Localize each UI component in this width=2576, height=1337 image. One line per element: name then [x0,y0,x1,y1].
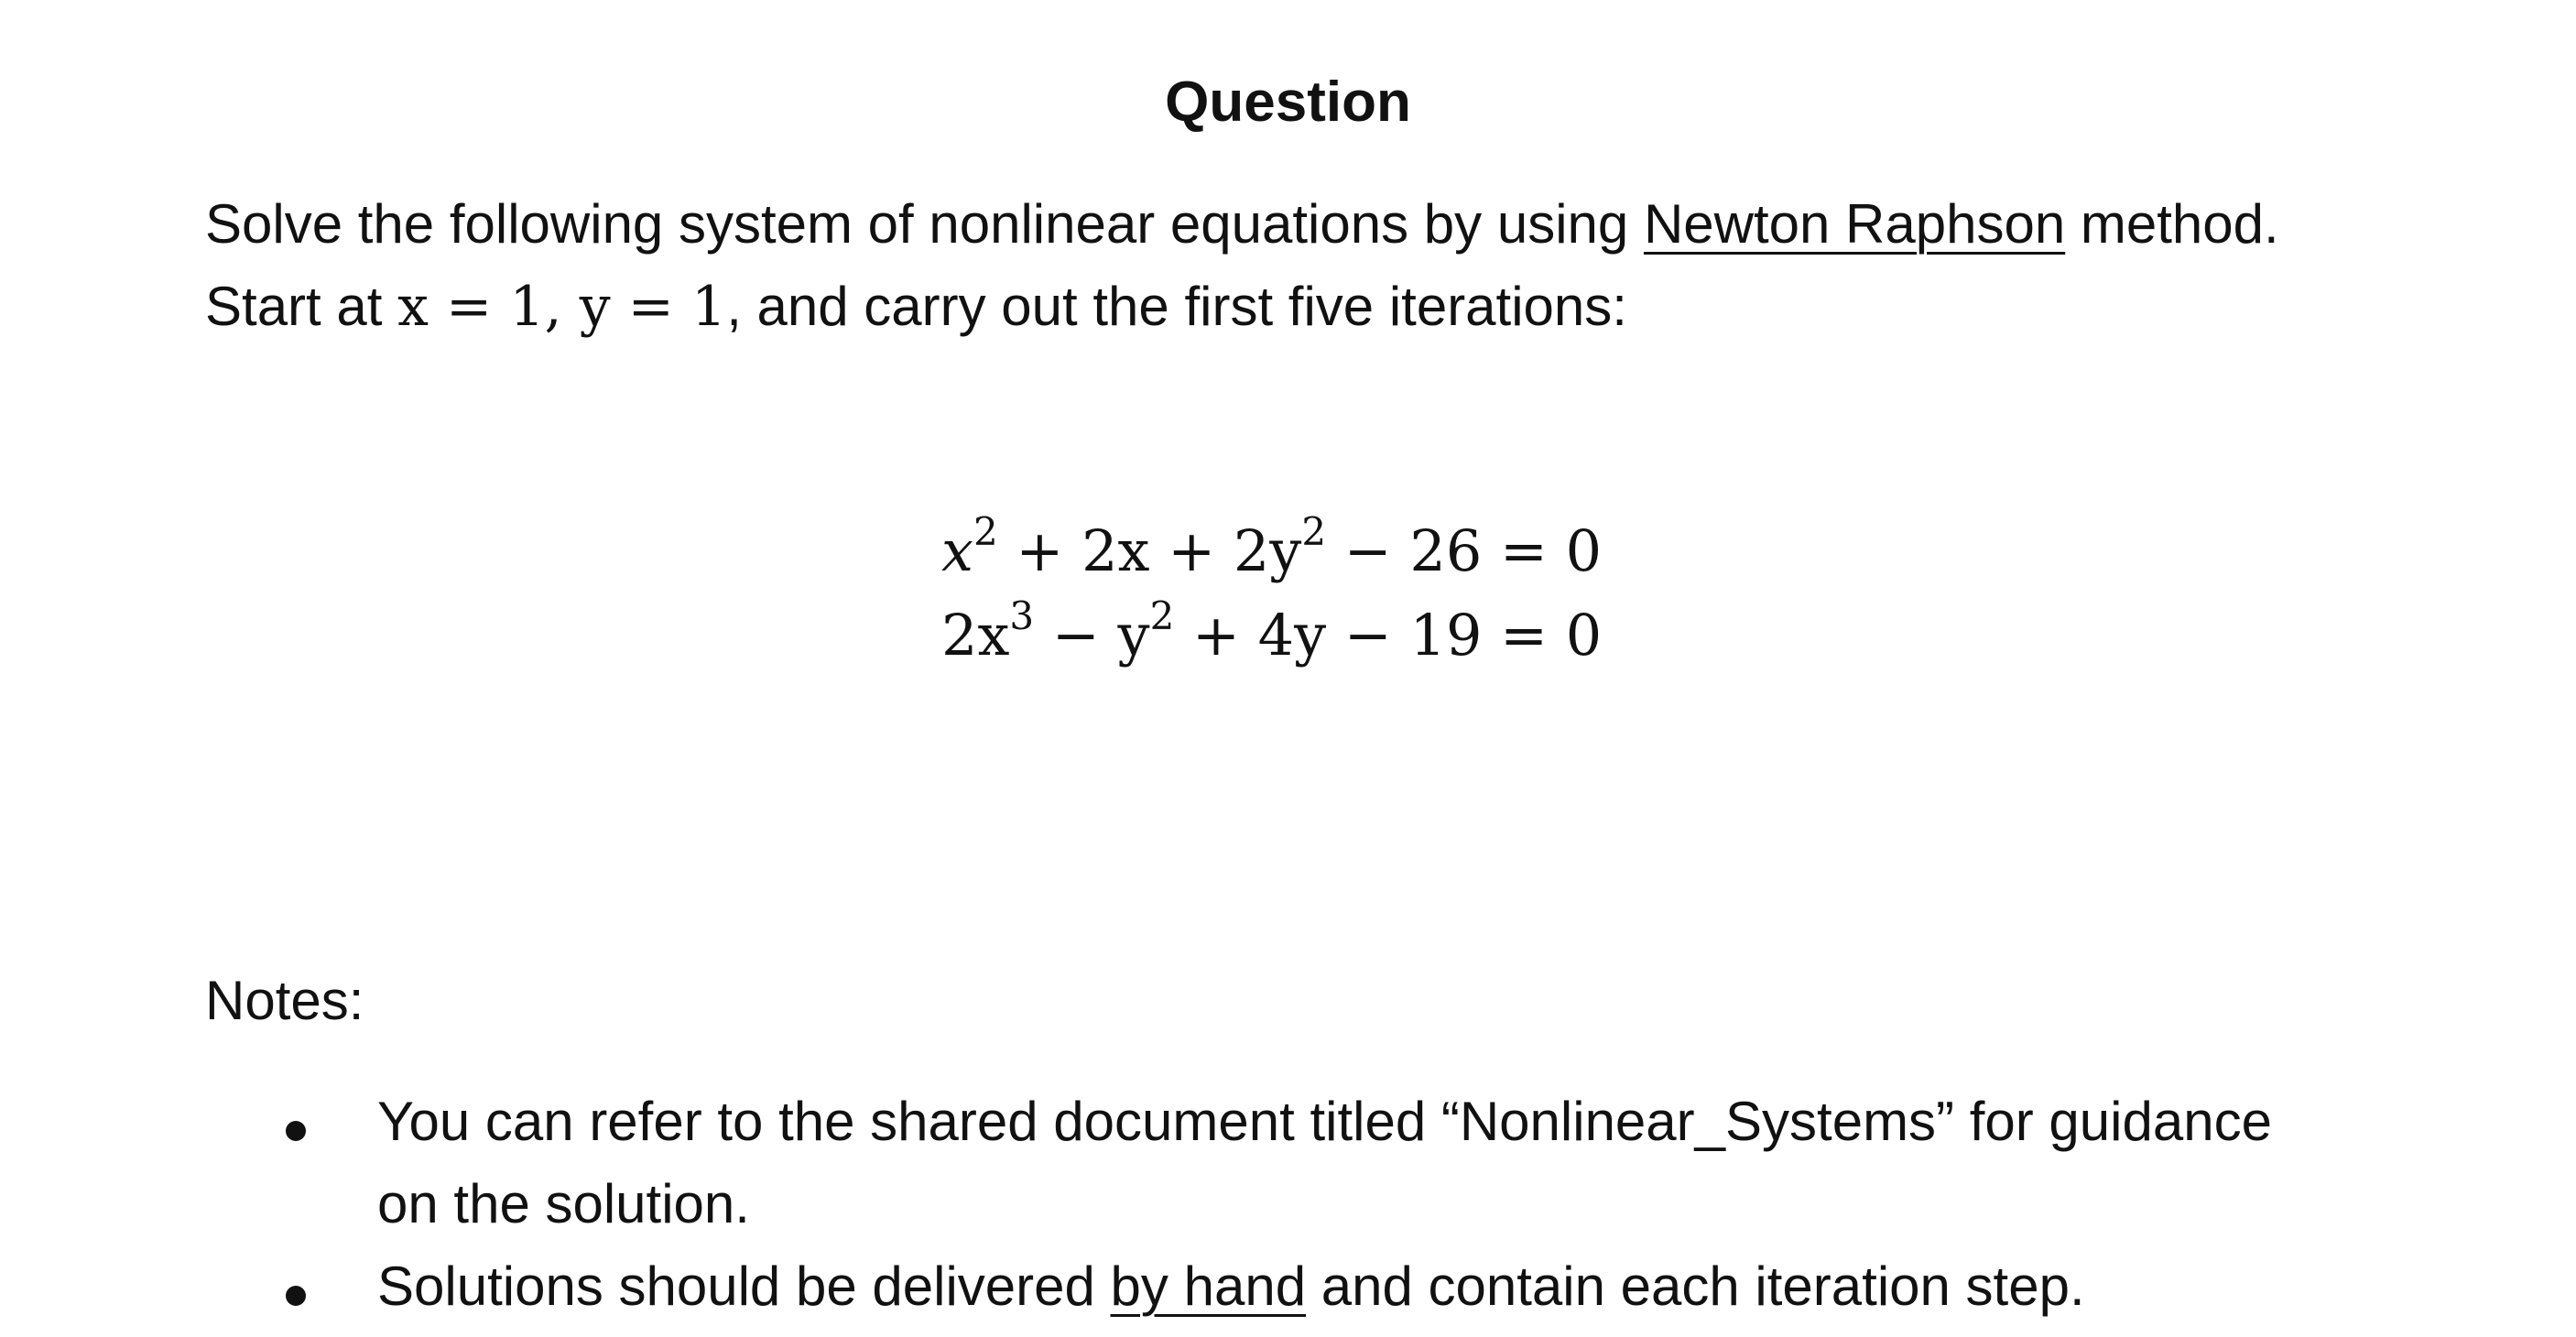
eq1-terms: + 2x + 2y [997,517,1302,584]
equation-1 [941,509,1602,593]
intro-line-1 [205,183,2279,266]
equation-2 [941,593,1602,678]
start-suffix: , and carry out the first five iterations: [726,276,1627,337]
start-y-value: y = 1 [579,275,727,339]
notes-item-1-line-2: on the solution. [377,1173,750,1234]
notes-heading: Notes: [205,970,364,1031]
eq2-term: 2x [941,602,1010,668]
newton-raphson-link: Newton Raphson [1643,193,2066,255]
page-title: Question [1165,71,1411,134]
eq2-exponent-2: 2 [1149,593,1175,639]
eq1-exponent: 2 [973,509,998,555]
notes-item-1 [377,1081,2447,1245]
notes-item-2-text: Solutions should be delivered [377,1255,1111,1317]
start-prefix: Start at [205,276,398,337]
intro-text-end: method. [2065,193,2279,255]
bullet-icon [286,1286,306,1306]
eq1-rhs: − 26 = 0 [1326,517,1603,584]
start-separator: , [544,275,580,339]
notes-item-2-end: and contain each iteration step. [1306,1255,2085,1317]
eq1-exponent-2: 2 [1301,509,1327,555]
intro-text: Solve the following system of nonlinear equations by using [205,193,1644,255]
by-hand-emphasis: by hand [1110,1255,1307,1317]
eq2-exponent: 3 [1009,593,1035,639]
bullet-icon [286,1121,306,1141]
notes-item-2 [377,1245,2447,1328]
equation-system [941,509,1602,678]
intro-line-2 [205,266,1627,348]
eq2-rhs: + 4y − 19 = 0 [1174,602,1603,668]
notes-item-1-line-1: You can refer to the shared document titled “Nonlinear_Systems” for guidance [377,1091,2272,1152]
start-x-value: x = 1 [397,275,545,339]
eq1-term: x [941,517,973,584]
eq2-terms: − y [1034,602,1150,668]
